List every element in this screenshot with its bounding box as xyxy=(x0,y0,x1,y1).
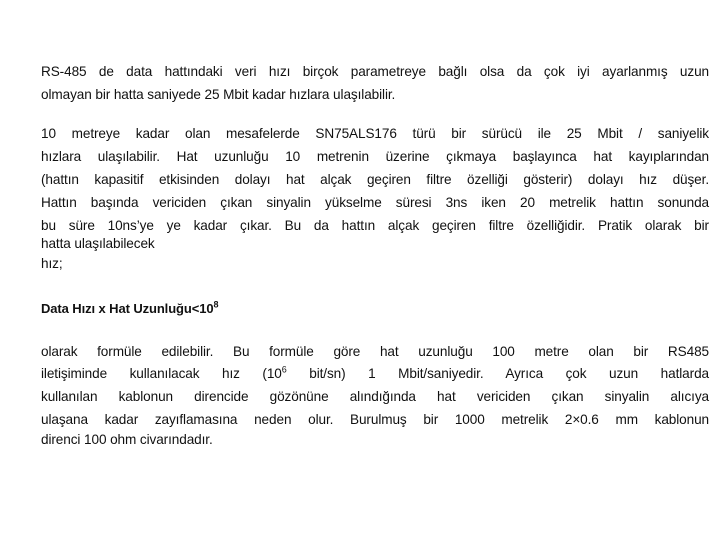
text-line: direnci 100 ohm civarındadır. xyxy=(41,432,213,447)
text-line: olmayan bir hatta saniyede 25 Mbit kadar hızlara ulaşılabilir. xyxy=(41,87,396,102)
formula xyxy=(41,300,709,318)
text-part: bit/sn) 1 Mbit/saniyedir. Ayrıca çok uzun hatlarda xyxy=(286,366,709,381)
text-part: iletişiminde kullanılacak hız (10 xyxy=(41,366,282,381)
text-line: RS-485 de data hattındaki veri hızı birçok parametreye bağlı olsa da çok iyi ayarlanmış uzun xyxy=(41,64,709,79)
text-line: (hattın kapasitif etkisinden dolayı hat alçak geçiren filtre özelliği gösterir) dolayı hız düşer. xyxy=(41,172,709,187)
text-line: hatta ulaşılabilecek xyxy=(41,236,155,251)
text-line xyxy=(41,365,709,383)
formula-text: Data Hızı x Hat Uzunluğu<10 xyxy=(41,301,214,316)
formula-exponent: 8 xyxy=(213,299,219,310)
text-line: 10 metreye kadar olan mesafelerde SN75ALS176 türü bir sürücü ile 25 Mbit / saniyelik xyxy=(41,126,709,141)
text-line: kullanılan kablonun direncide gözönüne alındığında hat vericiden çıkan sinyalin alıcıya xyxy=(41,389,709,404)
text-line: olarak formüle edilebilir. Bu formüle göre hat uzunluğu 100 metre olan bir RS485 xyxy=(41,344,709,359)
exponent: 6 xyxy=(281,364,287,375)
text-line: bu süre 10ns’ye ye kadar çıkar. Bu da hattın alçak geçiren filtre özelliğidir. Pratik olarak bir xyxy=(41,218,709,233)
text-line: ulaşana kadar zayıflamasına neden olur. Burulmuş bir 1000 metrelik 2×0.6 mm kablonun xyxy=(41,412,709,427)
text-line: hız; xyxy=(41,256,63,271)
text-line: hızlara ulaşılabilir. Hat uzunluğu 10 metrenin üzerine çıkmaya başlayınca hat kayıplarından xyxy=(41,149,709,164)
text-line: Hattın başında vericiden çıkan sinyalin yükselme süresi 3ns iken 20 metrelik hattın sonunda xyxy=(41,195,709,210)
